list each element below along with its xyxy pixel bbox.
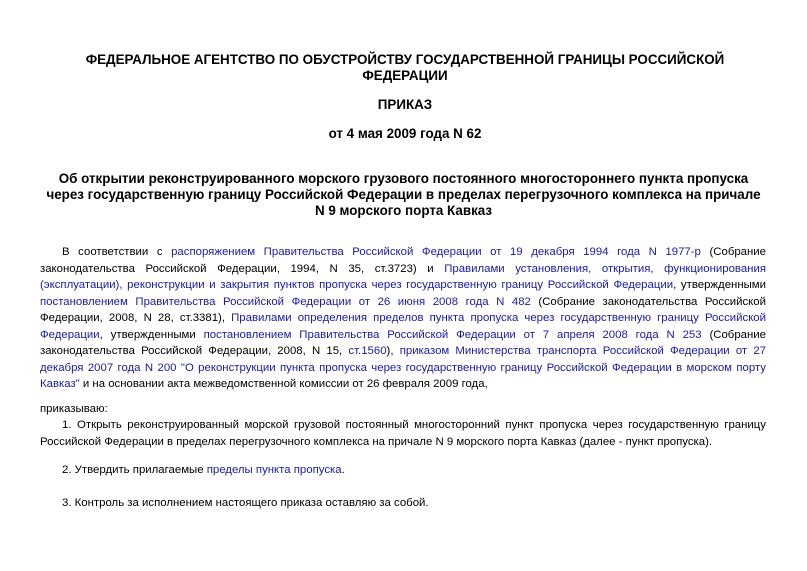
preamble-text: (Собрание законодательства Российской Федерации, 1994, N 35, ст.3723) и (40, 246, 767, 275)
title-line-1: Об открытии реконструированного морского грузового постоянного многостороннего пункта пропуска (58, 171, 749, 186)
order-item-1 (40, 417, 766, 450)
link-order-1977[interactable]: распоряжением Правительства Российской Федерации от 19 декабря 1994 года N 1977-р (171, 246, 701, 258)
order-item-2 (40, 462, 766, 479)
agency-line-1: ФЕДЕРАЛЬНОЕ АГЕНТСТВО ПО ОБУСТРОЙСТВУ ГОСУДАРСТВЕННОЙ ГРАНИЦЫ РОССИЙСКОЙ (85, 52, 725, 67)
preamble-text: В соответствии с (62, 246, 172, 258)
title-line-3: N 9 морского порта Кавказ (314, 203, 493, 218)
preamble-text: (Собрание законодательства Российской Федерации, 2008, N 28, ст.3381), (40, 295, 766, 324)
order-item-3-text: 3. Контроль за исполнением настоящего приказа оставляю за собой. (62, 497, 429, 509)
order-word: приказываю: (40, 403, 108, 415)
link-article-1560[interactable]: ст.1560 (348, 345, 387, 357)
link-resolution-253[interactable]: постановлением Правительства Российской Федерации от 7 апреля 2008 года N 253 (203, 328, 702, 341)
document-type: ПРИКАЗ (377, 97, 433, 112)
agency-line-2: ФЕДЕРАЦИИ (362, 68, 448, 83)
preamble-text: (Собрание законодательства Российской Федерации, 2008, N 15, (40, 328, 766, 357)
link-rules-checkpoints[interactable]: Правилами установления, открытия, функционирования (эксплуатации), реконструкции и закрытия пунктов пропуска через государственную границу Российской Федерации (40, 262, 766, 291)
order-item-1-text: 1. Открыть реконструированный морской грузовой постоянный многосторонний пункт пропуска через государственную границу Российской Федерации в пределах перегрузочного комплекса на причале N 9 морского порта Кавказ (далее - пункт пропуска). (40, 419, 766, 448)
preamble (40, 244, 766, 393)
link-resolution-482[interactable]: постановлением Правительства Российской Федерации от 26 июня 2008 года N 482 (40, 295, 531, 308)
agency-name (60, 52, 750, 84)
document-date-number: от 4 мая 2009 года N 62 (328, 126, 482, 141)
link-mintrans-order-200[interactable]: приказом Министерства транспорта Российской Федерации от 27 декабря 2007 года N 200 "О реконструкции пункта пропуска через государственную границу Российской Федерации в морском порту Кавказ" (40, 345, 766, 390)
document-title (20, 171, 787, 219)
title-line-2: через государственную границу Российской Федерации в пределах перегрузочного комплекса на причале (46, 187, 761, 202)
preamble-text: ), (386, 345, 400, 357)
preamble-text: , утвержденными (673, 279, 766, 291)
order-item-3 (40, 495, 766, 512)
order-item-2-text: . (341, 464, 345, 476)
link-checkpoint-limits[interactable]: пределы пункта пропуска (206, 464, 342, 476)
preamble-text: и на основании акта межведомственной комиссии от 26 февраля 2009 года, (79, 378, 488, 390)
link-rules-limits[interactable]: Правилами определения пределов пункта пропуска через государственную границу Российской Федерации (40, 312, 767, 341)
preamble-text: , утвержденными (99, 328, 204, 341)
order-item-2-text: 2. Утвердить прилагаемые (62, 464, 207, 476)
